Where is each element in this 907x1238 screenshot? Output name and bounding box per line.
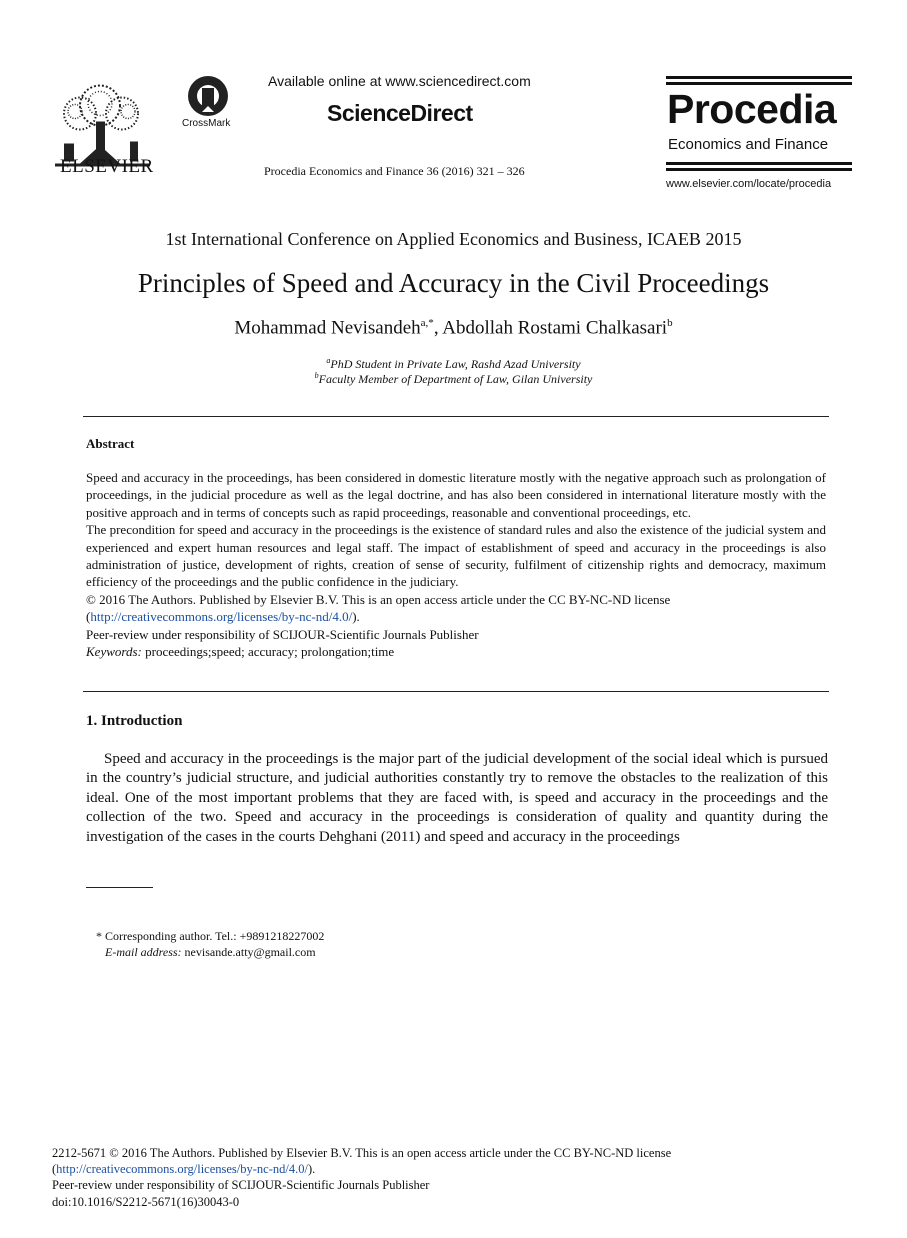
email-address[interactable]: nevisande.atty@gmail.com xyxy=(181,945,316,959)
sciencedirect-brand[interactable]: ScienceDirect xyxy=(327,100,473,126)
conference-name: 1st International Conference on Applied Economics and Business, ICAEB 2015 xyxy=(165,229,742,249)
procedia-rule-bottom xyxy=(666,162,852,165)
bottom-license-url-line xyxy=(52,1161,671,1177)
keywords-list: proceedings;speed; accuracy; prolongation;time xyxy=(141,644,395,660)
bottom-license-link[interactable]: http://creativecommons.org/licenses/by-nc-nd/4.0/ xyxy=(56,1162,308,1177)
affiliation-a-text: PhD Student in Private Law, Rashd Azad University xyxy=(330,357,581,371)
introduction-heading: 1. Introduction xyxy=(86,713,183,729)
keywords-label: Keywords: xyxy=(86,644,142,660)
crossmark-label: CrossMark xyxy=(182,118,231,129)
bottom-peer-review: Peer-review under responsibility of SCIJOUR-Scientific Journals Publisher xyxy=(52,1178,430,1193)
procedia-subtitle: Economics and Finance xyxy=(668,136,829,153)
publisher-wordmark: ELSEVIER xyxy=(60,156,154,177)
abstract-copyright: © 2016 The Authors. Published by Elsevier B.V. This is an open access article under the CC BY-NC-ND license xyxy=(86,591,671,607)
license-link[interactable]: http://creativecommons.org/licenses/by-nc-nd/4.0/ xyxy=(90,609,353,625)
keywords-line xyxy=(86,643,826,660)
author-2-marker: b xyxy=(667,317,673,329)
author-list xyxy=(0,317,907,339)
affiliation-b-text: Faculty Member of Department of Law, Gilan University xyxy=(318,372,593,386)
author-2: Abdollah Rostami Chalkasari xyxy=(442,317,668,339)
abstract-heading: Abstract xyxy=(86,436,135,451)
corresponding-author-note: * Corresponding author. Tel.: +989121822700​2 xyxy=(96,929,325,943)
email-note xyxy=(105,945,316,960)
journal-reference: Procedia Economics and Finance 36 (2016) 321 – 326 xyxy=(264,164,525,178)
bottom-license-line: 2212-5671 © 2016 The Authors. Published by Elsevier B.V. This is an open access article under the CC BY-NC-ND license xyxy=(52,1146,672,1160)
bottom-publication-info xyxy=(52,1145,671,1210)
email-label: E-mail address: xyxy=(105,945,182,959)
procedia-rule-top xyxy=(666,76,852,79)
affiliation-b xyxy=(0,371,907,387)
paper-title: Principles of Speed and Accuracy in the Civil Proceedings xyxy=(137,268,770,298)
affiliation-a xyxy=(0,356,907,372)
procedia-rule-bottom-2 xyxy=(666,168,852,171)
abstract-peer-review: Peer-review under responsibility of SCIJOUR-Scientific Journals Publisher xyxy=(86,626,479,642)
abstract-paragraph-1: Speed and accuracy in the proceedings, has been considered in domestic literature mostly with the negative approach such as prolongation of proceedings, in the judicial procedure as well as the legal doctrine, and has also been considered in international literature mostly with the positive approach and in terms of concepts such as rapid proceedings, reasonable and conventional proceedings, etc. xyxy=(86,470,826,520)
abstract-paragraph-2: The precondition for speed and accuracy in the proceedings is the existence of standard rules and also the existence of the judicial system and experienced and expert human resources and legal staff. The impact of establishment of speed and accuracy in the proceedings is also administration of justice, development of rights, creation of sense of security, fulfilment of citizenship rights and democracy, maximum efficiency of the proceedings and the public confidence in the judiciary. xyxy=(86,522,826,590)
bottom-doi[interactable]: doi:10.1016/S2212-5671(16)30043-0 xyxy=(52,1194,240,1209)
author-1-marker: a,* xyxy=(420,317,434,329)
affiliation-b-marker: b xyxy=(314,371,319,380)
bottom-close-paren: ). xyxy=(307,1162,316,1177)
procedia-rule-top-2 xyxy=(666,82,852,85)
procedia-title: Procedia xyxy=(667,86,837,132)
license-close-paren: ). xyxy=(352,609,360,625)
abstract-bottom-rule xyxy=(83,691,829,692)
available-online-text: Available online at www.sciencedirect.com xyxy=(268,73,531,89)
bottom-open-paren: ( xyxy=(52,1162,57,1177)
license-open-paren: ( xyxy=(86,609,91,625)
author-separator: , xyxy=(433,317,443,339)
footnote-rule xyxy=(86,887,153,888)
abstract-license xyxy=(86,608,826,625)
affiliation-a-marker: a xyxy=(326,356,331,365)
introduction-body: Speed and accuracy in the proceedings is the major part of the judicial development of the social ideal which is pursued in the country’s judicial structure, and judicial authorities constantly try to remove the obstacles to the realization of this ideal. One of the most important problems that they are faced with, is speed and accuracy in the proceedings and the collection of the two. Speed and accuracy in the proceedings is consideration of quality and quantity during the investigation of the cases in the courts Dehghani (2011) and speed and accuracy in the proceedings xyxy=(86,751,828,845)
abstract-body xyxy=(86,469,826,660)
author-1: Mohammad Nevisandeh xyxy=(234,317,421,339)
abstract-top-rule xyxy=(83,416,829,417)
procedia-url[interactable]: www.elsevier.com/locate/procedia xyxy=(666,178,832,190)
